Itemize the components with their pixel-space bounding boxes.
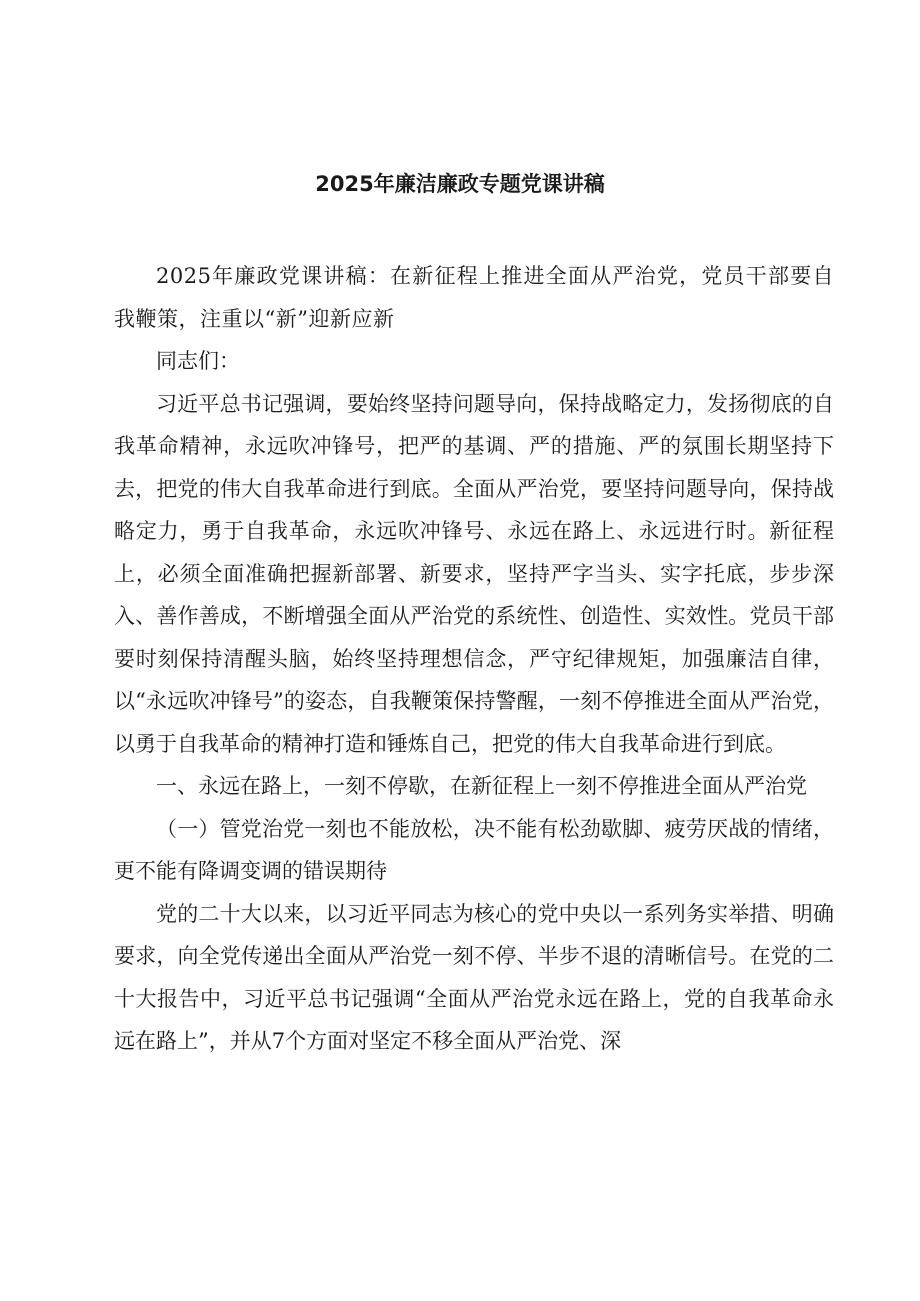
- document-body: [114, 255, 834, 1063]
- document-title: 2025年廉洁廉政专题党课讲稿: [315, 172, 605, 196]
- greeting: 同志们：: [156, 349, 240, 373]
- intro-paragraph: 习近平总书记强调，要始终坚持问题导向，保持战略定力，发扬彻底的自我革命精神，永远吹冲锋号，把严的基调、严的措施、严的氛围长期坚持下去，把党的伟大自我革命进行到底。全面从严治党，要坚持问题导向，保持战略定力，勇于自我革命，永远吹冲锋号、永远在路上、永远进行时。新征程上，必须全面准确把握新部署、新要求，坚持严字当头、实字托底，步步深入、善作善成，不断增强全面从严治党的系统性、创造性、实效性。党员干部要时刻保持清醒头脑，始终坚持理想信念，严守纪律规矩，加强廉洁自律，以“永远吹冲锋号”的姿态，自我鞭策保持警醒，一刻不停推进全面从严治党，以勇于自我革命的精神打造和锤炼自己，把党的伟大自我革命进行到底。: [114, 391, 834, 756]
- subsection-1-paragraph: 党的二十大以来，以习近平同志为核心的党中央以一系列务实举措、明确要求，向全党传递出全面从严治党一刻不停、半步不退的清晰信号。在党的二十大报告中，习近平总书记强调“全面从严治党永远在路上，党的自我革命永远在路上”，并从7个方面对坚定不移全面从严治党、深: [114, 901, 834, 1053]
- section-1-heading: 一、永远在路上，一刻不停歇，在新征程上一刻不停推进全面从严治党: [156, 774, 807, 798]
- subsection-1-heading: （一）管党治党一刻也不能放松，决不能有松劲歇脚、疲劳厌战的情绪，更不能有降调变调的错误期待: [114, 816, 834, 883]
- document-subtitle: 2025年廉政党课讲稿：在新征程上推进全面从严治党，党员干部要自我鞭策，注重以“新”迎新应新: [114, 264, 834, 331]
